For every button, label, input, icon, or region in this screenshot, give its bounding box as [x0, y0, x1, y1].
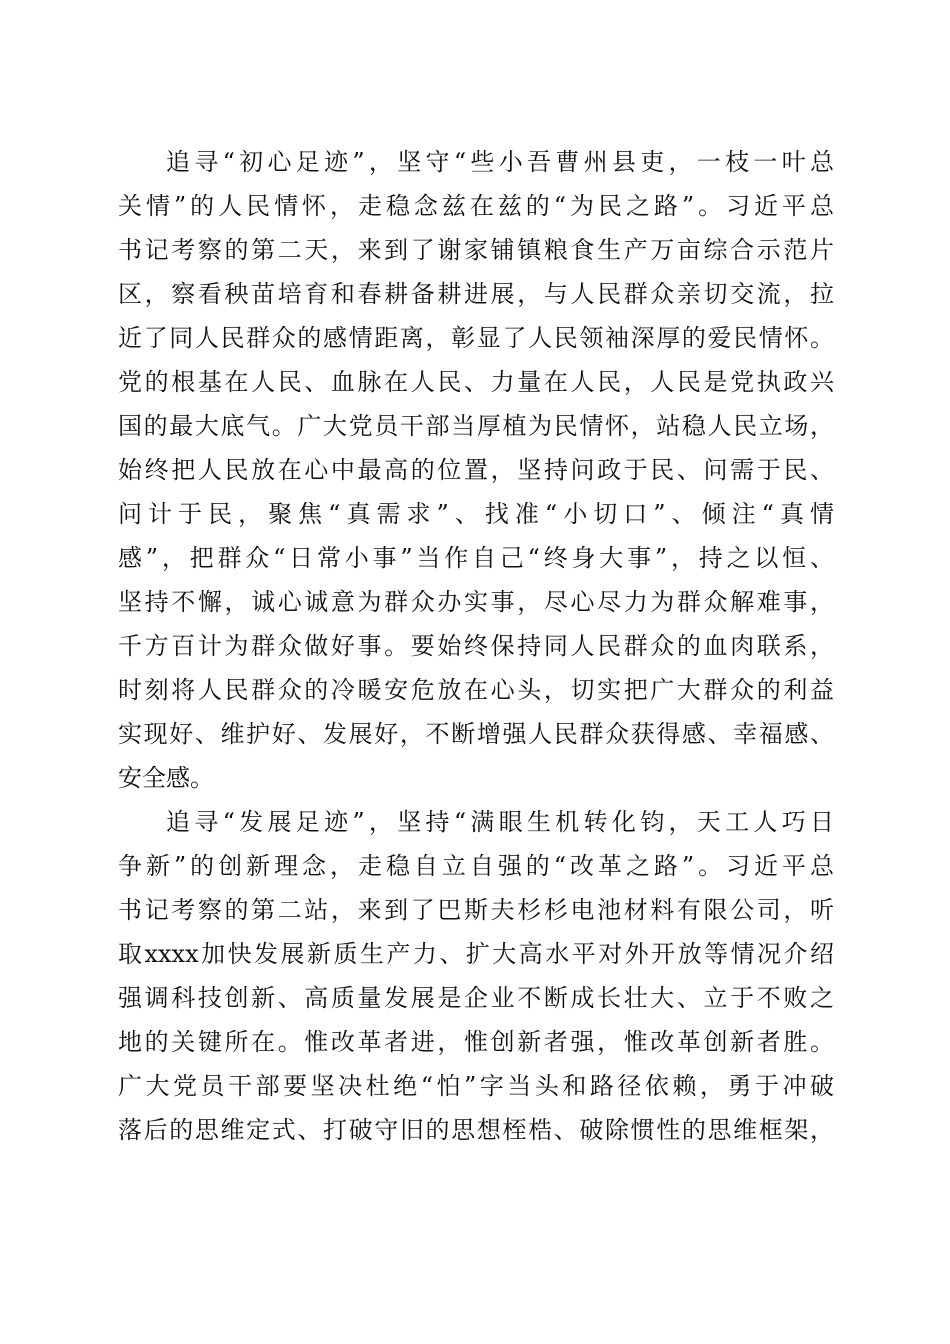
text-line: 时刻将人民群众的冷暖安危放在心头，切实把广大群众的利益: [118, 676, 834, 704]
paragraph: [118, 800, 834, 1152]
text-line: 取xxxx加快发展新质生产力、扩大高水平对外开放等情况介绍: [118, 940, 834, 968]
text-line: 坚持不懈，诚心诚意为群众办实事，尽心尽力为群众解难事，: [118, 588, 834, 616]
text-line: 国的最大底气。广大党员干部当厚植为民情怀，站稳人民立场，: [118, 412, 834, 440]
paragraph: [118, 140, 834, 800]
text-line: 书记考察的第二天，来到了谢家铺镇粮食生产万亩综合示范片: [118, 236, 834, 264]
text-line: 追寻“初心足迹”，坚守“些小吾曹州县吏，一枝一叶总: [166, 148, 834, 176]
text-line: 书记考察的第二站，来到了巴斯夫杉杉电池材料有限公司，听: [118, 896, 834, 924]
text-line: 地的关键所在。惟改革者进，惟创新者强，惟改革创新者胜。: [118, 1028, 834, 1056]
text-line: 强调科技创新、高质量发展是企业不断成长壮大、立于不败之: [118, 984, 834, 1012]
text-line: 始终把人民放在心中最高的位置，坚持问政于民、问需于民、: [118, 456, 834, 484]
text-line: 落后的思维定式、打破守旧的思想桎梏、破除惯性的思维框架，: [118, 1116, 834, 1144]
text-line: 关情”的人民情怀，走稳念兹在兹的“为民之路”。习近平总: [118, 192, 834, 220]
text-line: 感”，把群众“日常小事”当作自己“终身大事”，持之以恒、: [118, 544, 834, 572]
text-line: 问计于民，聚焦“真需求”、找准“小切口”、倾注“真情: [118, 500, 834, 528]
text-line: 千方百计为群众做好事。要始终保持同人民群众的血肉联系，: [118, 632, 834, 660]
text-line: 广大党员干部要坚决杜绝“怕”字当头和路径依赖，勇于冲破: [118, 1072, 834, 1100]
text-line: 实现好、维护好、发展好，不断增强人民群众获得感、幸福感、: [118, 720, 834, 748]
text-line: 争新”的创新理念，走稳自立自强的“改革之路”。习近平总: [118, 852, 834, 880]
text-line: 近了同人民群众的感情距离，彰显了人民领袖深厚的爱民情怀。: [118, 324, 834, 352]
text-line: 安全感。: [118, 764, 214, 792]
text-line: 党的根基在人民、血脉在人民、力量在人民，人民是党执政兴: [118, 368, 834, 396]
document-body: [118, 140, 834, 1152]
text-line: 追寻“发展足迹”，坚持“满眼生机转化钧，天工人巧日: [166, 808, 834, 836]
text-line: 区，察看秧苗培育和春耕备耕进展，与人民群众亲切交流，拉: [118, 280, 834, 308]
